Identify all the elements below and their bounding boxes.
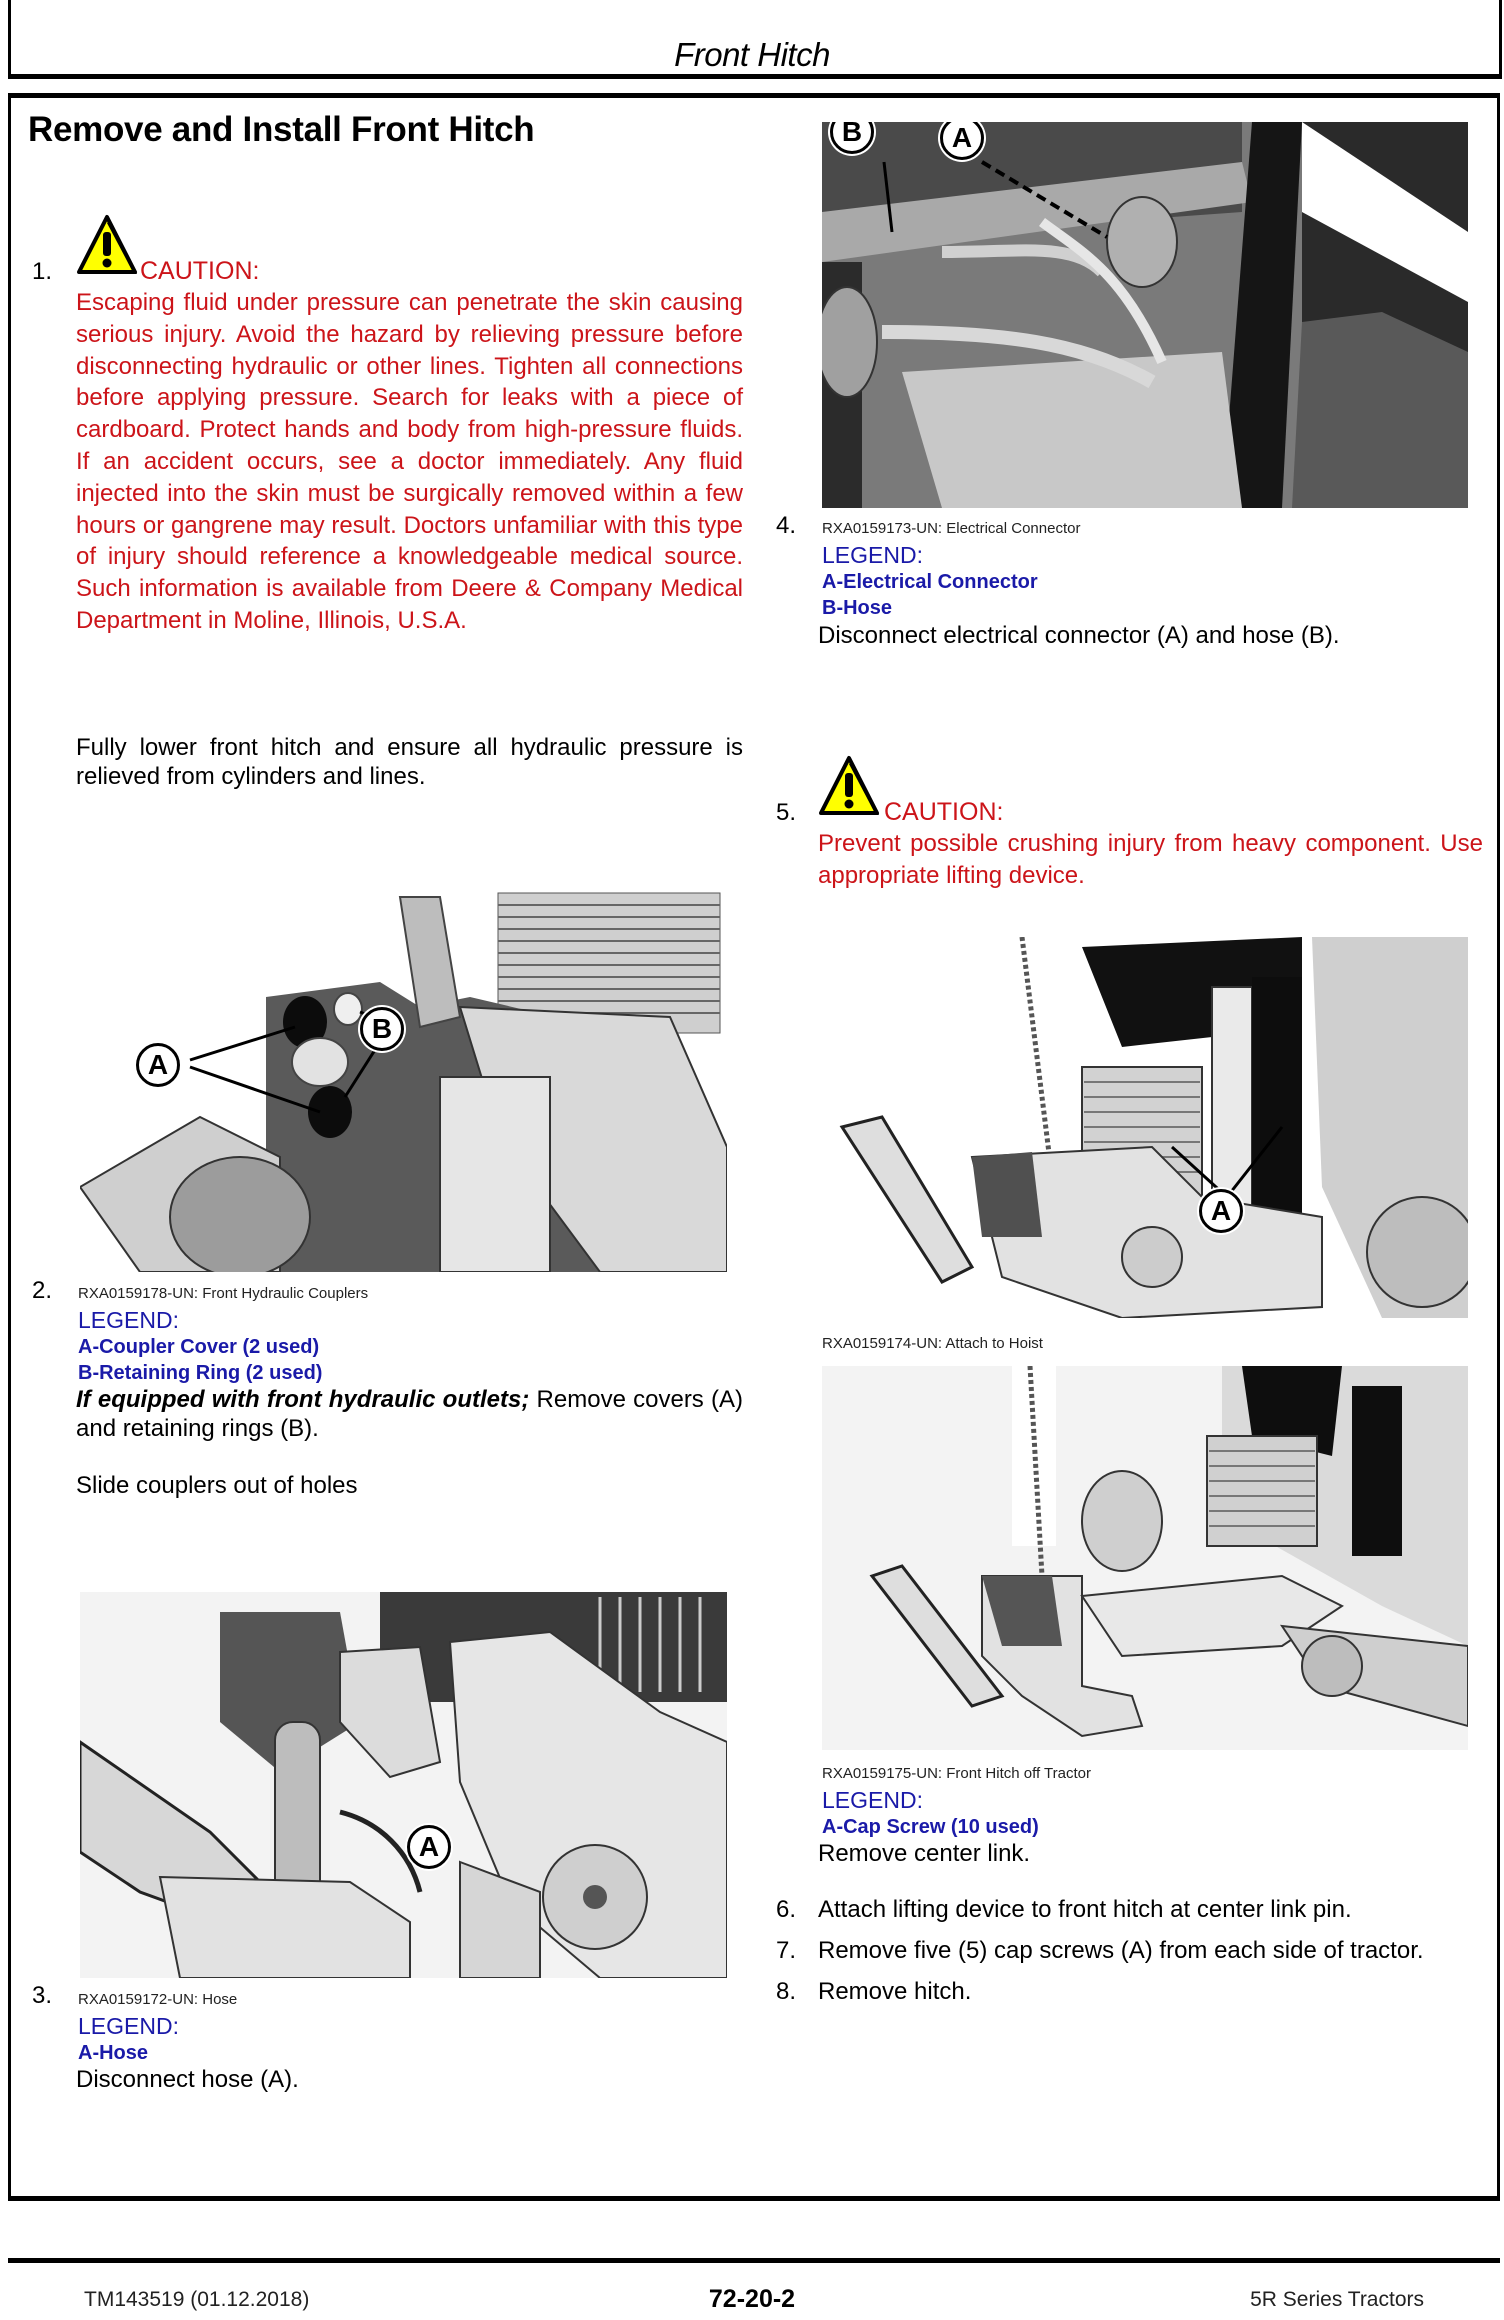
callout-b: B <box>360 1007 404 1051</box>
step-2-instruction-emphasis: If equipped with front hydraulic outlets; <box>76 1386 530 1413</box>
step-4-instruction: Disconnect electrical connector (A) and hose (B). <box>818 622 1340 649</box>
figure-front-hydraulic-couplers <box>80 887 727 1272</box>
step-5-figure-1-id: RXA0159174-UN: Attach to Hoist <box>822 1335 1043 1352</box>
step-3-legend-label: LEGEND: <box>78 2013 179 2039</box>
figure-front-hitch-off-tractor <box>822 1366 1468 1750</box>
step-1-instruction: Fully lower front hitch and ensure all hydraulic pressure is relieved from cylinders and lines. <box>76 734 743 790</box>
footer-product: 5R Series Tractors <box>1250 2288 1424 2311</box>
step-3-instruction: Disconnect hose (A). <box>76 2066 299 2093</box>
warning-triangle-icon <box>76 214 138 276</box>
footer-page-number: 72-20-2 <box>708 2285 796 2313</box>
warning-triangle-icon <box>818 755 880 817</box>
figure-attach-to-hoist <box>822 937 1468 1318</box>
callout-b: B <box>830 122 874 154</box>
page-title: Remove and Install Front Hitch <box>28 110 535 149</box>
step-4-number: 4. <box>776 512 797 539</box>
step-4-legend-item: A-Electrical Connector <box>822 571 1038 593</box>
step-3-figure-id: RXA0159172-UN: Hose <box>78 1991 238 2008</box>
step-8-instruction: Remove hitch. <box>818 1978 972 2005</box>
section-title: Front Hitch <box>674 36 830 73</box>
figure-hose <box>80 1592 727 1978</box>
step-2-legend-label: LEGEND: <box>78 1307 179 1333</box>
step-5-legend-label: LEGEND: <box>822 1787 923 1813</box>
step-2-instruction <box>76 1385 743 1443</box>
callout-a: A <box>1199 1189 1243 1233</box>
step-3-number: 3. <box>32 1982 53 2009</box>
step-7-number: 7. <box>776 1937 797 1964</box>
step-5-figure-2-id: RXA0159175-UN: Front Hitch off Tractor <box>822 1765 1092 1782</box>
step-5-number: 5. <box>776 799 797 826</box>
step-6-number: 6. <box>776 1896 797 1923</box>
step-4-legend-item: B-Hose <box>822 597 893 619</box>
footer-doc-id: TM143519 (01.12.2018) <box>84 2288 310 2311</box>
step-2-legend-item: A-Coupler Cover (2 used) <box>78 1336 320 1358</box>
footer-rule <box>8 2258 1500 2263</box>
step-2-figure-id: RXA0159178-UN: Front Hydraulic Couplers <box>78 1285 369 1302</box>
figure-electrical-connector <box>822 122 1468 508</box>
step-1-caution-label: CAUTION: <box>140 257 260 285</box>
callout-a: A <box>407 1825 451 1869</box>
step-7-instruction: Remove five (5) cap screws (A) from each side of tractor. <box>818 1937 1424 1964</box>
step-1-caution-text: Escaping fluid under pressure can penetrate the skin causing serious injury. Avoid the hazard by relieving pressure before disconnecting hydraulic or other lines. Tighten all connections before applying pressure. Search for leaks with a piece of cardboard. Protect hands and body from high-pressure fluids. If an accident occurs, see a doctor immediately. Any fluid injected into the skin must be surgically removed within a few hours or gangrene may result. Doctors unfamiliar with this type of injury should reference a knowledgeable medical source. Such information is available from Deere & Company Medical Department in Moline, Illinois, U.S.A. <box>76 289 743 634</box>
step-5-legend-item: A-Cap Screw (10 used) <box>822 1816 1039 1838</box>
step-2-instruction-body: Remove covers (A) and retaining rings (B). <box>76 1386 743 1442</box>
step-4-legend-label: LEGEND: <box>822 542 923 568</box>
callout-a: A <box>940 122 984 160</box>
step-1-number: 1. <box>32 258 53 285</box>
step-2-number: 2. <box>32 1277 53 1304</box>
step-4-figure-id: RXA0159173-UN: Electrical Connector <box>822 520 1081 537</box>
step-5-instruction: Remove center link. <box>818 1840 1031 1867</box>
step-2-legend-item: B-Retaining Ring (2 used) <box>78 1362 323 1384</box>
callout-a: A <box>136 1043 180 1087</box>
step-5-caution-label: CAUTION: <box>884 798 1004 826</box>
step-6-instruction: Attach lifting device to front hitch at center link pin. <box>818 1896 1352 1923</box>
step-3-legend-item: A-Hose <box>78 2042 149 2064</box>
step-2-instruction-2: Slide couplers out of holes <box>76 1472 358 1499</box>
step-8-number: 8. <box>776 1978 797 2005</box>
step-5-caution-text: Prevent possible crushing injury from heavy component. Use appropriate lifting device. <box>818 830 1483 889</box>
